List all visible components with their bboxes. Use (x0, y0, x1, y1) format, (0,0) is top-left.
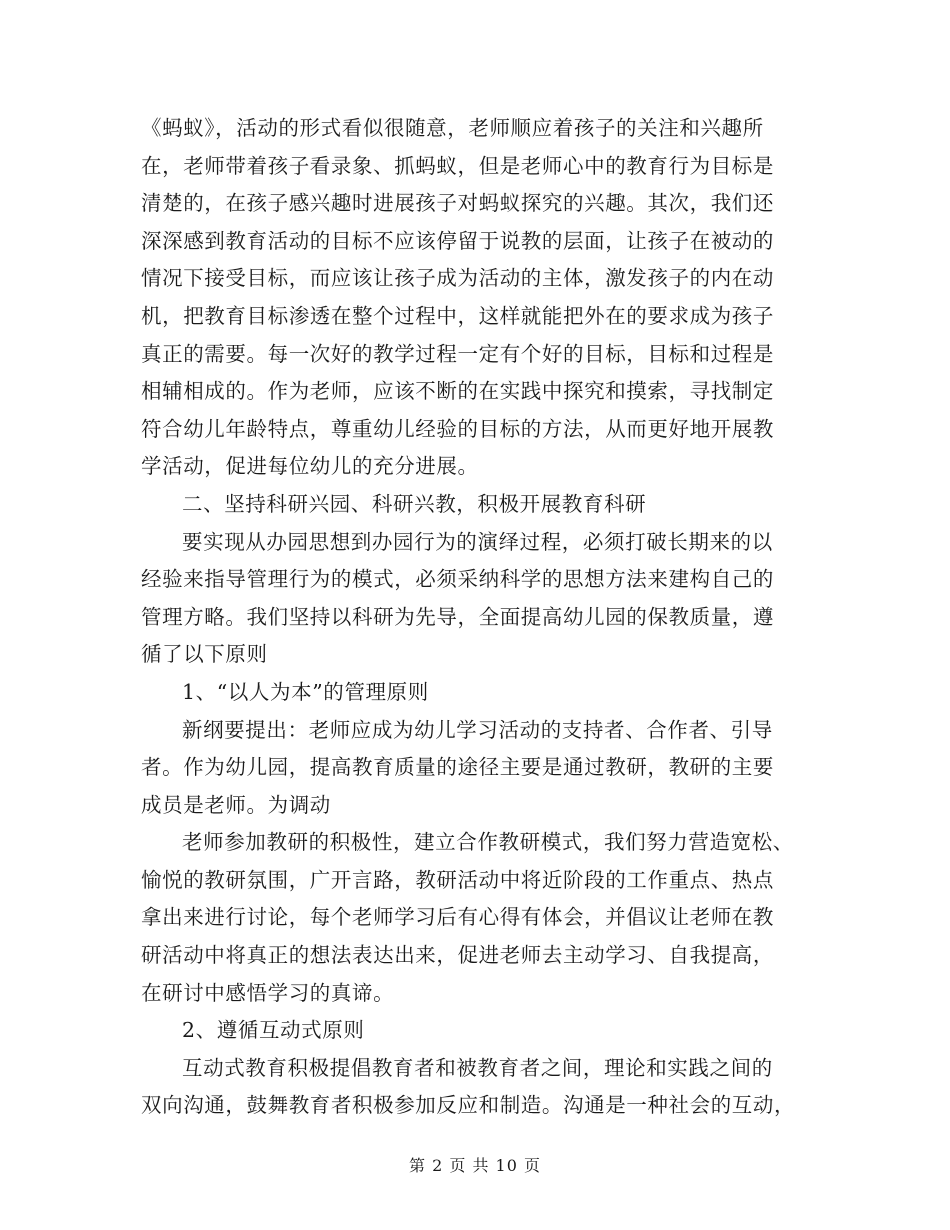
text-line: 研活动中将真正的想法表达出来，促进老师去主动学习、自我提高， (141, 943, 774, 968)
text-line: 互动式教育积极提倡教育者和被教育者之间，理论和实践之间的 (182, 1055, 773, 1080)
text-line: 双向沟通，鼓舞教育者积极参加反应和制造。沟通是一种社会的互动， (141, 1093, 796, 1118)
text-line: 学活动，促进每位幼儿的充分进展。 (141, 454, 479, 479)
text-line: 经验来指导管理行为的模式，必须采纳科学的思想方法来建构自己的 (141, 567, 774, 592)
section-heading: 二、坚持科研兴园、科研兴教，积极开展教育科研 (182, 491, 647, 516)
text-line: 真正的需要。每一次好的教学过程一定有个好的目标，目标和过程是 (141, 341, 774, 366)
text-line: 相辅相成的。作为老师，应该不断的在实践中探究和摸索，寻找制定 (141, 379, 774, 404)
text-line: 在，老师带着孩子看录象、抓蚂蚁，但是老师心中的教育行为目标是 (141, 153, 774, 178)
page-number-label: 第 2 页 共 10 页 (409, 1156, 541, 1175)
text-line: 符合幼儿年龄特点，尊重幼儿经验的目标的方法，从而更好地开展教 (141, 416, 774, 441)
text-line: 《蚂蚁》，活动的形式看似很随意，老师顺应着孩子的关注和兴趣所 (141, 116, 764, 140)
text-line: 循了以下原则 (141, 642, 268, 667)
text-line: 机，把教育目标渗透在整个过程中，这样就能把外在的要求成为孩子 (141, 303, 774, 328)
text-line: 情况下接受目标，而应该让孩子成为活动的主体，激发孩子的内在动 (141, 266, 774, 291)
text-line: 拿出来进行讨论，每个老师学习后有心得有体会，并倡议让老师在教 (141, 905, 774, 930)
subsection-heading: 1、“以人为本”的管理原则 (182, 679, 429, 704)
text-line: 清楚的，在孩子感兴趣时进展孩子对蚂蚁探究的兴趣。其次，我们还 (141, 191, 774, 216)
text-line: 成员是老师。为调动 (141, 792, 331, 817)
text-line: 者。作为幼儿园，提高教育质量的途径主要是通过教研，教研的主要 (141, 755, 774, 780)
text-line: 老师参加教研的积极性，建立合作教研模式，我们努力营造宽松、 (182, 830, 794, 855)
text-line: 在研讨中感悟学习的真谛。 (141, 980, 395, 1005)
text-line: 管理方略。我们坚持以科研为先导，全面提高幼儿园的保教质量，遵 (141, 604, 774, 629)
text-line: 要实现从办园思想到办园行为的演绎过程，必须打破长期来的以 (182, 529, 773, 554)
text-line: 深深感到教育活动的目标不应该停留于说教的层面，让孩子在被动的 (141, 228, 774, 253)
text-line: 愉悦的教研氛围，广开言路，教研活动中将近阶段的工作重点、热点 (141, 867, 774, 892)
document-body (141, 110, 806, 1125)
page-footer (0, 1153, 950, 1176)
text-line: 新纲要提出：老师应成为幼儿学习活动的支持者、合作者、引导 (182, 717, 773, 742)
subsection-heading: 2、遵循互动式原则 (182, 1018, 365, 1043)
